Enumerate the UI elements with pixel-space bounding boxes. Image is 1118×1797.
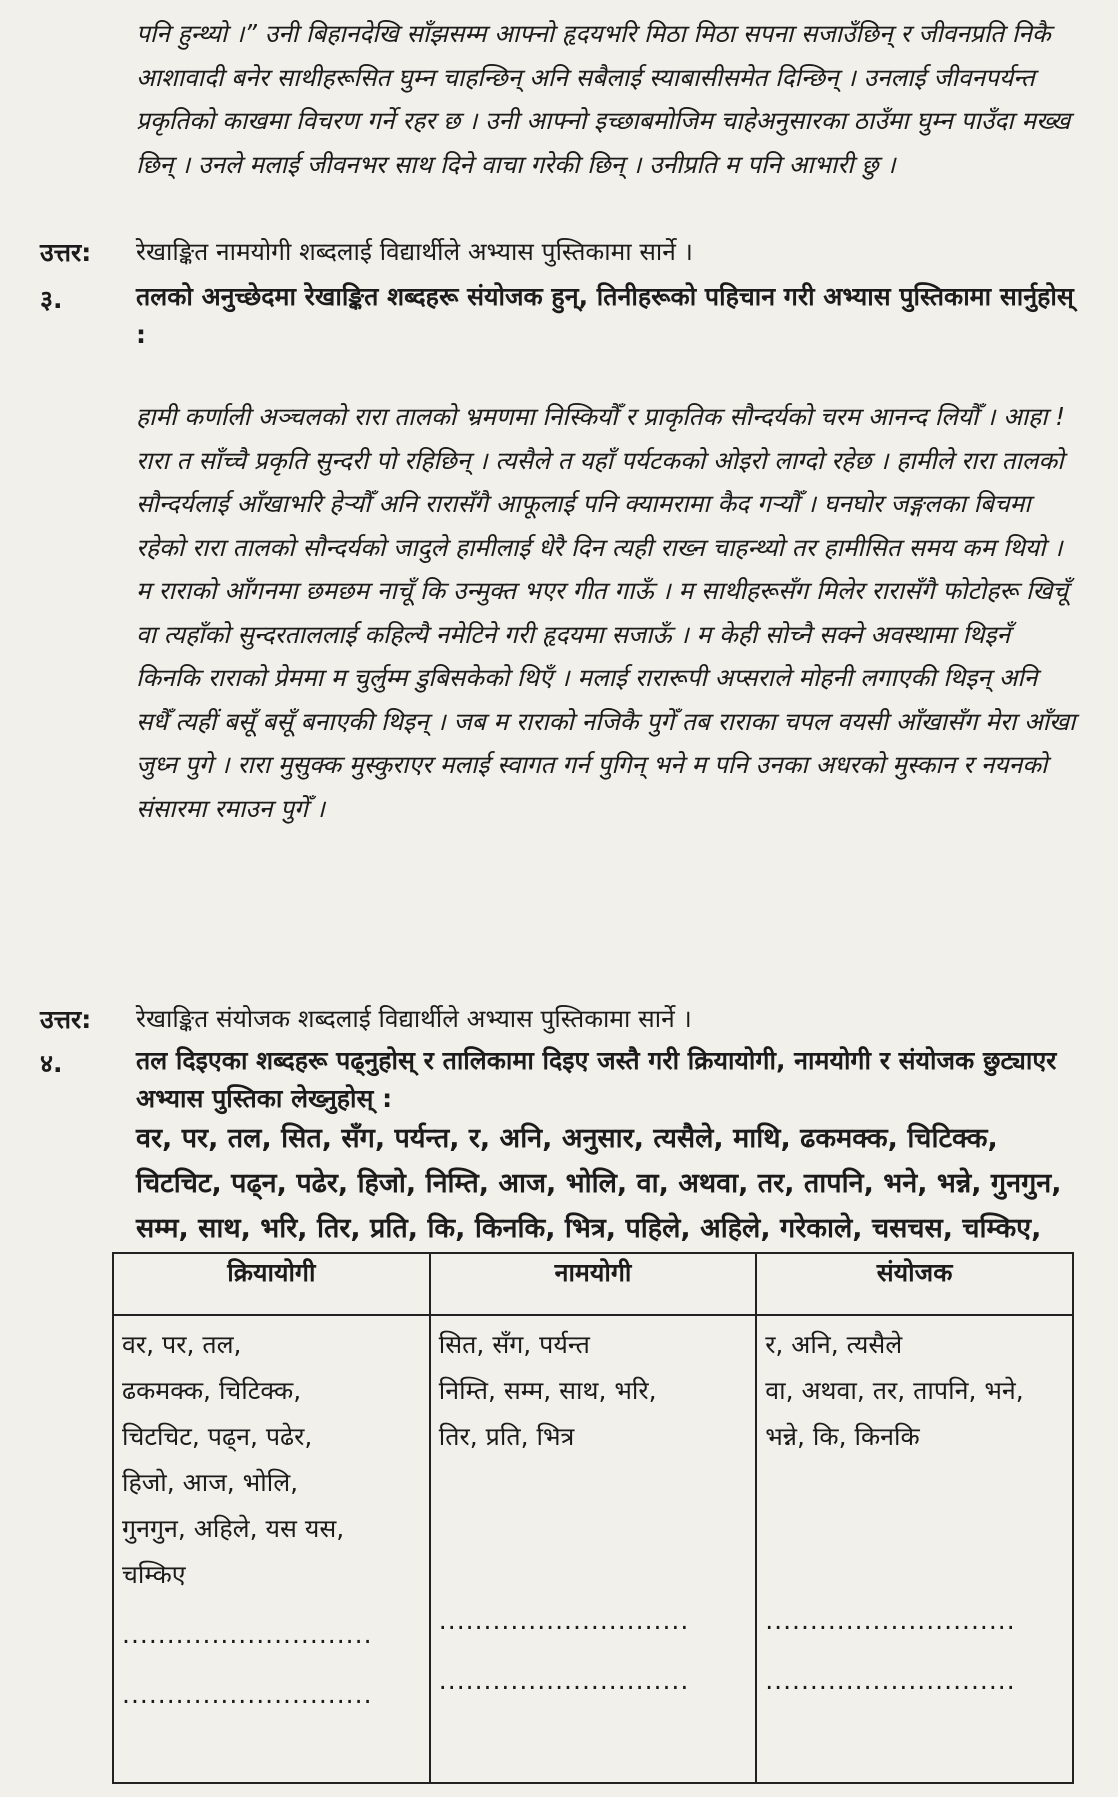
cell-line: चम्किए: [122, 1560, 186, 1589]
cell-line: सित, सँग, पर्यन्त: [438, 1330, 590, 1359]
dotted-line: ............................: [438, 1666, 690, 1695]
header-sanyojak: संयोजक: [756, 1253, 1073, 1315]
dotted-line: ............................: [438, 1606, 690, 1635]
cell-line: चिटचिट, पढ्न, पढेर,: [122, 1422, 313, 1451]
cell-line: हिजो, आज, भोलि,: [122, 1468, 299, 1497]
classification-table: [112, 1252, 1074, 1784]
top-paragraph: पनि हुन्थ्यो ।” उनी बिहानदेखि साँझसम्म आफ्नो हृदयभरि मिठा मिठा सपना सजाउँछिन् र जीवनप्रति निकै आशावादी बनेर साथीहरूसित घुम्न चाहन्छिन् अनि सबैलाई स्याबासीसमेत दिन्छिन् । उनलाई जीवनपर्यन्त प्रकृतिको काखमा विचरण गर्ने रहर छ । उनी आफ्नो इच्छाबमोजिम चाहेअनुसारका ठाउँमा घुम्न पाउँदा मख्ख छिन् । उनले मलाई जीवनभर साथ दिने वाचा गरेकी छिन् । उनीप्रति म पनि आभारी छु ।: [136, 19, 1071, 179]
column-namyogi: [430, 1315, 756, 1783]
answer-text-1: रेखाङ्कित नामयोगी शब्दलाई विद्यार्थीले अभ्यास पुस्तिकामा सार्ने ।: [136, 237, 693, 266]
cell-line: तिर, प्रति, भित्र: [438, 1422, 575, 1451]
question-3-text: तलको अनुच्छेदमा रेखाङ्कित शब्दहरू संयोजक हुन्, तिनीहरूको पहिचान गरी अभ्यास पुस्तिकामा सार्नुहोस् :: [136, 282, 1074, 349]
answer-label-2: उत्तर:: [40, 1005, 92, 1034]
dotted-line: ............................: [765, 1666, 1016, 1695]
dotted-line: ............................: [122, 1620, 373, 1649]
question-4-number: ४.: [40, 1049, 63, 1078]
word-list: वर, पर, तल, सित, सँग, पर्यन्त, र, अनि, अनुसार, त्यसैले, माथि, ढकमक्क, चिटिक्क, चिटचिट, पढ्न, पढेर, हिजो, निम्ति, आज, भोलि, वा, अथवा, तर, तापनि, भने, भन्ने, गुनगुन, सम्म, साथ, भरि, तिर, प्रति, कि, किनकि, भित्र, पहिले, अहिले, गरेकाले, चसचस, चम्किए,: [136, 1123, 1062, 1244]
column-kriyayogi: [113, 1315, 430, 1783]
header-kriyayogi: क्रियायोगी: [113, 1253, 430, 1315]
cell-line: र, अनि, त्यसैले: [765, 1330, 903, 1359]
answer-text-2: रेखाङ्कित संयोजक शब्दलाई विद्यार्थीले अभ्यास पुस्तिकामा सार्ने ।: [136, 1004, 692, 1033]
column-sanyojak: [756, 1315, 1073, 1783]
answer-label-1: उत्तर:: [40, 238, 92, 267]
cell-line: निम्ति, सम्म, साथ, भरि,: [438, 1376, 657, 1405]
question-3-number: ३.: [40, 285, 63, 314]
cell-line: वा, अथवा, तर, तापनि, भने,: [765, 1376, 1024, 1405]
header-namyogi: नामयोगी: [430, 1253, 756, 1315]
dotted-line: ............................: [122, 1680, 373, 1709]
question-4-text: तल दिइएका शब्दहरू पढ्नुहोस् र तालिकामा दिइए जस्तै गरी क्रियायोगी, नामयोगी र संयोजक छुट्याएर अभ्यास पुस्तिका लेख्नुहोस् :: [136, 1046, 1057, 1113]
cell-line: भन्ने, कि, किनकि: [765, 1422, 920, 1451]
question-3-paragraph: हामी कर्णाली अञ्चलको रारा तालको भ्रमणमा निस्कियौँ र प्राकृतिक सौन्दर्यको चरम आनन्द लियौँ । आहा ! रारा त साँच्चै प्रकृति सुन्दरी पो रहिछिन् । त्यसैले त यहाँ पर्यटकको ओइरो लाग्दो रहेछ । हामीले रारा तालको सौन्दर्यलाई आँखाभरि हेर्‍यौँ अनि रारासँगै आफूलाई पनि क्यामरामा कैद गर्‍यौँ । घनघोर जङ्गलका बिचमा रहेको रारा तालको सौन्दर्यको जादुले हामीलाई धेरै दिन त्यही राख्न चाहन्थ्यो तर हामीसित समय कम थियो । म राराको आँगनमा छमछम नाचूँ कि उन्मुक्त भएर गीत गाऊँ । म साथीहरूसँग मिलेर रारासँगै फोटोहरू खिचूँ वा त्यहाँको सुन्दरताललाई कहिल्यै नमेटिने गरी हृदयमा सजाऊँ । म केही सोच्नै सक्ने अवस्थामा थिइनँ किनकि राराको प्रेममा म चुर्लुम्म डुबिसकेको थिएँ । मलाई रारारूपी अप्सराले मोहनी लगाएकी थिइन् अनि सधैँ त्यहीं बसूँ बसूँ बनाएकी थिइन् । जब म राराको नजिकै पुगेँ तब राराका चपल वयसी आँखासँग मेरा आँखा जुध्न पुगे । रारा मुसुक्क मुस्कुराएर मलाई स्वागत गर्न पुगिन् भने म पनि उनका अधरको मुस्कान र नयनको संसारमा रमाउन पुगेँ ।: [136, 402, 1076, 823]
cell-line: वर, पर, तल,: [122, 1330, 242, 1359]
cell-line: ढकमक्क, चिटिक्क,: [122, 1376, 302, 1405]
cell-line: गुनगुन, अहिले, यस यस,: [122, 1514, 345, 1543]
dotted-line: ............................: [765, 1606, 1016, 1635]
